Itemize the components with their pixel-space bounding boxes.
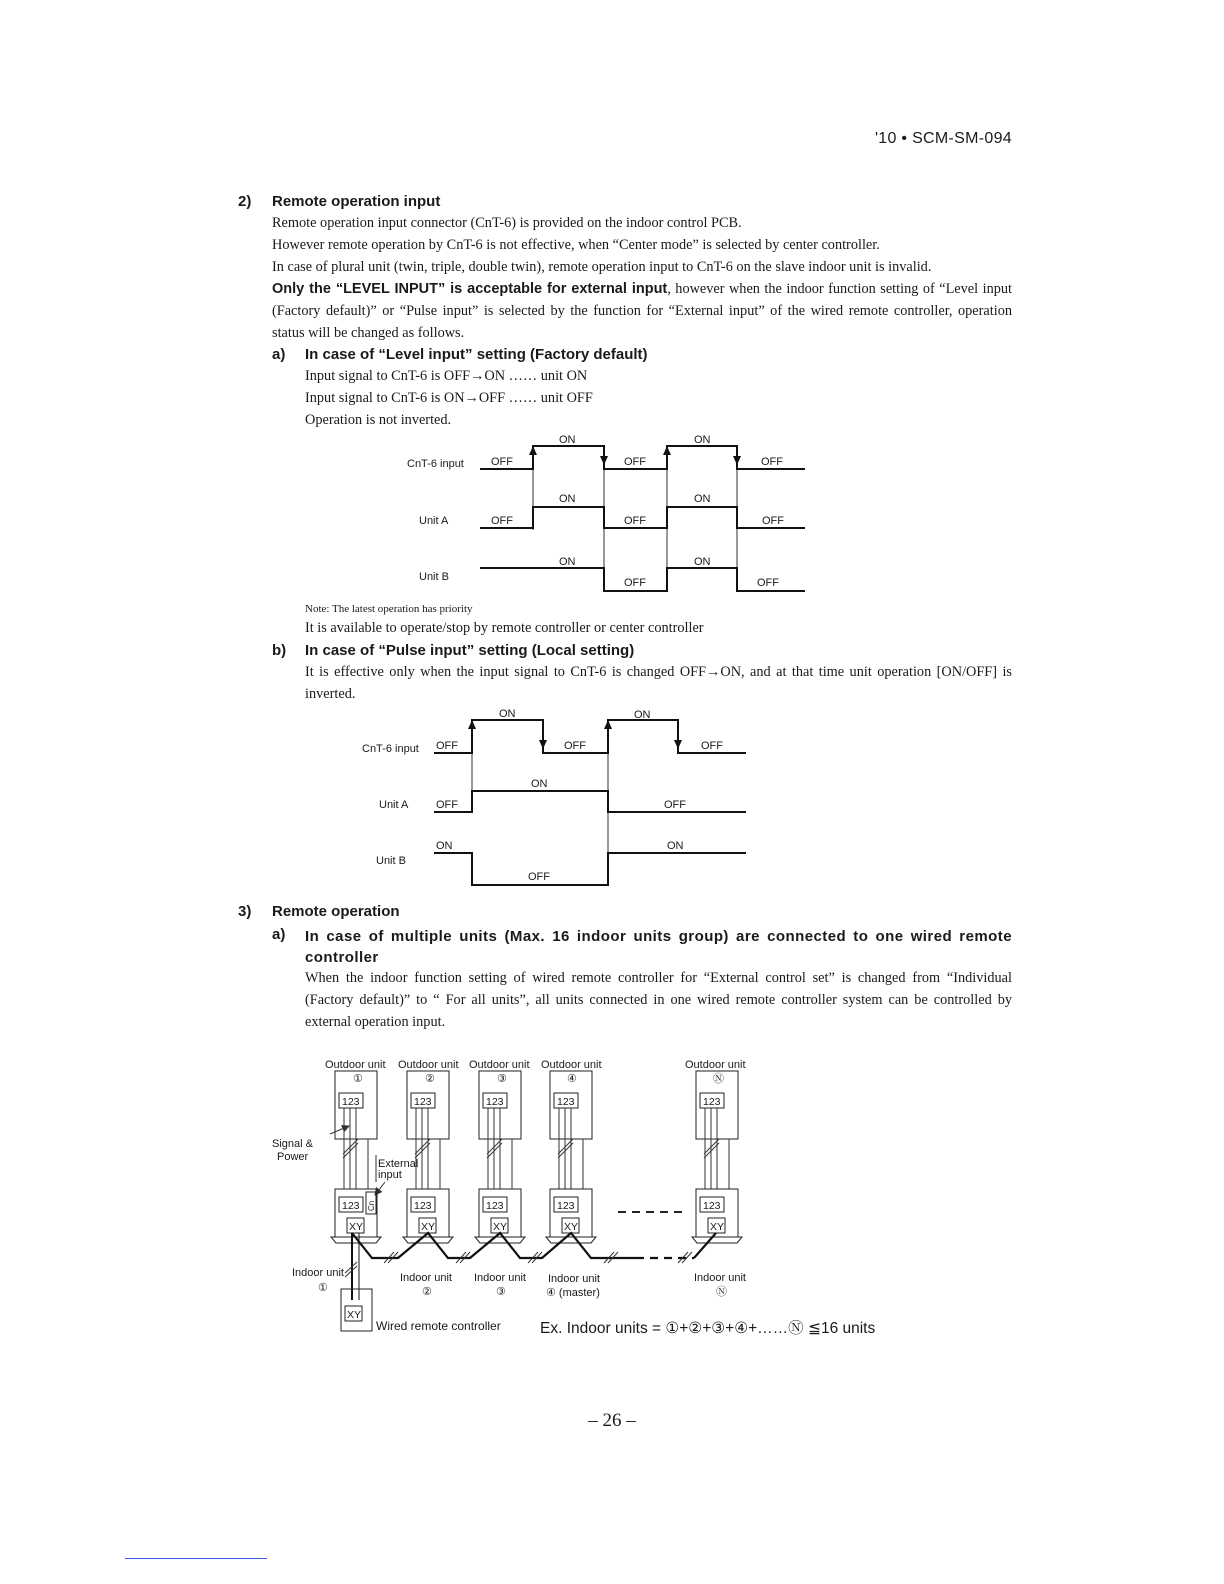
remote-controller-xy: XY xyxy=(347,1309,362,1321)
timing-a-row-unit-a: Unit A xyxy=(419,515,449,527)
timing-b-off-1: OFF xyxy=(436,740,458,752)
level-input-rest: , however when the indoor function setting of “Level input (Factory default)” or “Pulse input” is selected by the function for “External input” of the wired remote controller, operation status will be changed as follows. xyxy=(272,281,1012,341)
indoor-unit-num-4: ④ (master) xyxy=(546,1287,600,1299)
level-input-emphasis: Only the “LEVEL INPUT” is acceptable for external input xyxy=(272,281,668,297)
outdoor-terminal-2: 123 xyxy=(414,1096,432,1108)
section-2-line-3: In case of plural unit (twin, triple, double twin), remote operation input to CnT-6 on the slave indoor unit is invalid. xyxy=(272,259,932,275)
timing-a-arrow-down-1 xyxy=(600,456,608,465)
timing-b-cnt6-wave xyxy=(434,720,746,753)
outdoor-unit-label-4: Outdoor unit xyxy=(541,1059,602,1071)
timing-a-arrow-up-2 xyxy=(663,446,671,455)
timing-a-on-1: ON xyxy=(559,434,576,446)
timing-a-on-2: ON xyxy=(694,434,711,446)
timing-a-arrow-up-1 xyxy=(529,446,537,455)
signal-power-label-2: Power xyxy=(277,1151,309,1163)
pulse-input-timing-diagram xyxy=(355,703,755,893)
sub-b-number: b) xyxy=(272,642,287,659)
indoor-terminal-4: 123 xyxy=(557,1200,575,1212)
timing-b-arrow-down-1 xyxy=(539,740,547,749)
section-2-number: 2) xyxy=(238,193,252,210)
sub-a-line-2: Input signal to CnT-6 is ON→OFF …… unit OFF xyxy=(305,390,593,406)
outdoor-unit-label-1: Outdoor unit xyxy=(325,1059,386,1071)
indoor-xy-3: XY xyxy=(493,1221,508,1233)
indoor-unit-label-4: Indoor unit xyxy=(548,1273,600,1285)
indoor-unit-num-3: ③ xyxy=(496,1286,506,1298)
timing-a-on-4: ON xyxy=(694,493,711,505)
sub-a-line-1: Input signal to CnT-6 is OFF→ON …… unit ON xyxy=(305,368,588,384)
outdoor-terminal-3: 123 xyxy=(486,1096,504,1108)
timing-a-on-6: ON xyxy=(694,556,711,568)
timing-b-off-3: OFF xyxy=(701,740,723,752)
section-3-title: Remote operation xyxy=(272,903,400,920)
section-2-paragraph xyxy=(272,278,1012,344)
outdoor-unit-num-2: ② xyxy=(425,1073,435,1085)
timing-b-on-2: ON xyxy=(634,709,651,721)
indoor-unit-label-2: Indoor unit xyxy=(400,1272,452,1284)
outdoor-terminal-n: 123 xyxy=(703,1096,721,1108)
timing-a-off-4: OFF xyxy=(491,515,513,527)
timing-a-off-1: OFF xyxy=(491,456,513,468)
timing-a-off-2: OFF xyxy=(624,456,646,468)
indoor-terminal-n: 123 xyxy=(703,1200,721,1212)
outdoor-unit-num-1: ① xyxy=(353,1073,363,1085)
outdoor-terminal-1: 123 xyxy=(342,1096,360,1108)
outdoor-unit-num-4: ④ xyxy=(567,1073,577,1085)
indoor-terminal-3: 123 xyxy=(486,1200,504,1212)
outdoor-unit-label-2: Outdoor unit xyxy=(398,1059,459,1071)
timing-b-arrow-up-2 xyxy=(604,720,612,729)
timing-b-on-5: ON xyxy=(667,840,684,852)
timing-b-row-unit-b: Unit B xyxy=(376,855,406,867)
section-3-sub-a-number: a) xyxy=(272,926,286,943)
priority-note: Note: The latest operation has priority xyxy=(305,603,473,615)
outdoor-unit-num-n: Ⓝ xyxy=(713,1073,724,1085)
section-2-line-1: Remote operation input connector (CnT-6) is provided on the indoor control PCB. xyxy=(272,215,742,231)
timing-b-arrow-up-1 xyxy=(468,720,476,729)
outdoor-unit-num-3: ③ xyxy=(497,1073,507,1085)
signal-power-arrow xyxy=(330,1126,349,1134)
timing-a-off-6: OFF xyxy=(762,515,784,527)
sub-a-title: In case of “Level input” setting (Factory default) xyxy=(305,346,648,363)
indoor-xy-1: XY xyxy=(349,1221,364,1233)
signal-power-label-1: Signal & xyxy=(272,1138,313,1150)
document-code: '10 • SCM-SM-094 xyxy=(874,130,1012,147)
timing-a-off-5: OFF xyxy=(624,515,646,527)
timing-b-row-cnt6: CnT-6 input xyxy=(362,743,419,755)
outdoor-unit-label-n: Outdoor unit xyxy=(685,1059,746,1071)
timing-b-row-unit-a: Unit A xyxy=(379,799,409,811)
level-input-timing-diagram xyxy=(390,428,820,598)
timing-b-off-4: OFF xyxy=(436,799,458,811)
timing-a-on-5: ON xyxy=(559,556,576,568)
timing-b-unit-a-wave xyxy=(434,791,746,812)
timing-a-off-8: OFF xyxy=(757,577,779,589)
sub-b-title: In case of “Pulse input” setting (Local setting) xyxy=(305,642,635,659)
timing-a-on-3: ON xyxy=(559,493,576,505)
timing-b-arrow-down-2 xyxy=(674,740,682,749)
indoor-unit-num-n: Ⓝ xyxy=(716,1286,727,1298)
priority-note-detail: It is available to operate/stop by remote controller or center controller xyxy=(305,620,704,636)
page-number: – 26 – xyxy=(588,1410,636,1431)
timing-b-off-6: OFF xyxy=(528,871,550,883)
cn-label: Cn xyxy=(367,1200,376,1211)
timing-a-arrow-down-2 xyxy=(733,456,741,465)
timing-a-row-unit-b: Unit B xyxy=(419,571,449,583)
section-2-line-2: However remote operation by CnT-6 is not effective, when “Center mode” is selected by center controller. xyxy=(272,237,880,253)
timing-a-off-7: OFF xyxy=(624,577,646,589)
sub-a-line-3: Operation is not inverted. xyxy=(305,412,452,428)
outdoor-unit-label-3: Outdoor unit xyxy=(469,1059,530,1071)
indoor-xy-2: XY xyxy=(421,1221,436,1233)
section-3-number: 3) xyxy=(238,903,252,920)
timing-b-off-2: OFF xyxy=(564,740,586,752)
timing-a-off-3: OFF xyxy=(761,456,783,468)
sub-b-text: It is effective only when the input signal to CnT-6 is changed OFF→ON, and at that time unit operation [ON/OFF] is inverted. xyxy=(305,664,1012,702)
timing-b-on-4: ON xyxy=(436,840,453,852)
indoor-xy-n: XY xyxy=(710,1221,725,1233)
wired-remote-controller-label: Wired remote controller xyxy=(376,1319,501,1333)
indoor-unit-label-1: Indoor unit xyxy=(292,1267,344,1279)
footer-rule xyxy=(125,1558,267,1559)
indoor-units-formula: Ex. Indoor units = ①+②+③+④+……Ⓝ ≦16 units xyxy=(540,1320,876,1337)
timing-b-off-5: OFF xyxy=(664,799,686,811)
outdoor-terminal-4: 123 xyxy=(557,1096,575,1108)
section-3-sub-a-text: When the indoor function setting of wired remote controller for “External control set” is changed from “Individual (Factory default)” to “ For all units”, all units connected in one wired remote controller system can be controlled by external operation input. xyxy=(305,970,1012,1030)
timing-b-unit-b-wave xyxy=(434,853,746,885)
multiple-units-wiring-diagram xyxy=(265,1052,985,1342)
indoor-unit-num-2: ② xyxy=(422,1286,432,1298)
indoor-terminal-2: 123 xyxy=(414,1200,432,1212)
section-2-title: Remote operation input xyxy=(272,193,441,210)
indoor-xy-4: XY xyxy=(564,1221,579,1233)
sub-a-number: a) xyxy=(272,346,286,363)
timing-b-on-3: ON xyxy=(531,778,548,790)
timing-b-on-1: ON xyxy=(499,708,516,720)
external-input-label-2: input xyxy=(378,1169,402,1181)
section-3-sub-a-title: In case of multiple units (Max. 16 indoor units group) are connected to one wired remote controller xyxy=(305,928,1012,966)
indoor-unit-num-1: ① xyxy=(318,1282,328,1294)
timing-a-row-cnt6: CnT-6 input xyxy=(407,458,464,470)
indoor-unit-label-n: Indoor unit xyxy=(694,1272,746,1284)
indoor-unit-label-3: Indoor unit xyxy=(474,1272,526,1284)
indoor-terminal-1: 123 xyxy=(342,1200,360,1212)
external-input-label-1: External xyxy=(378,1158,419,1170)
